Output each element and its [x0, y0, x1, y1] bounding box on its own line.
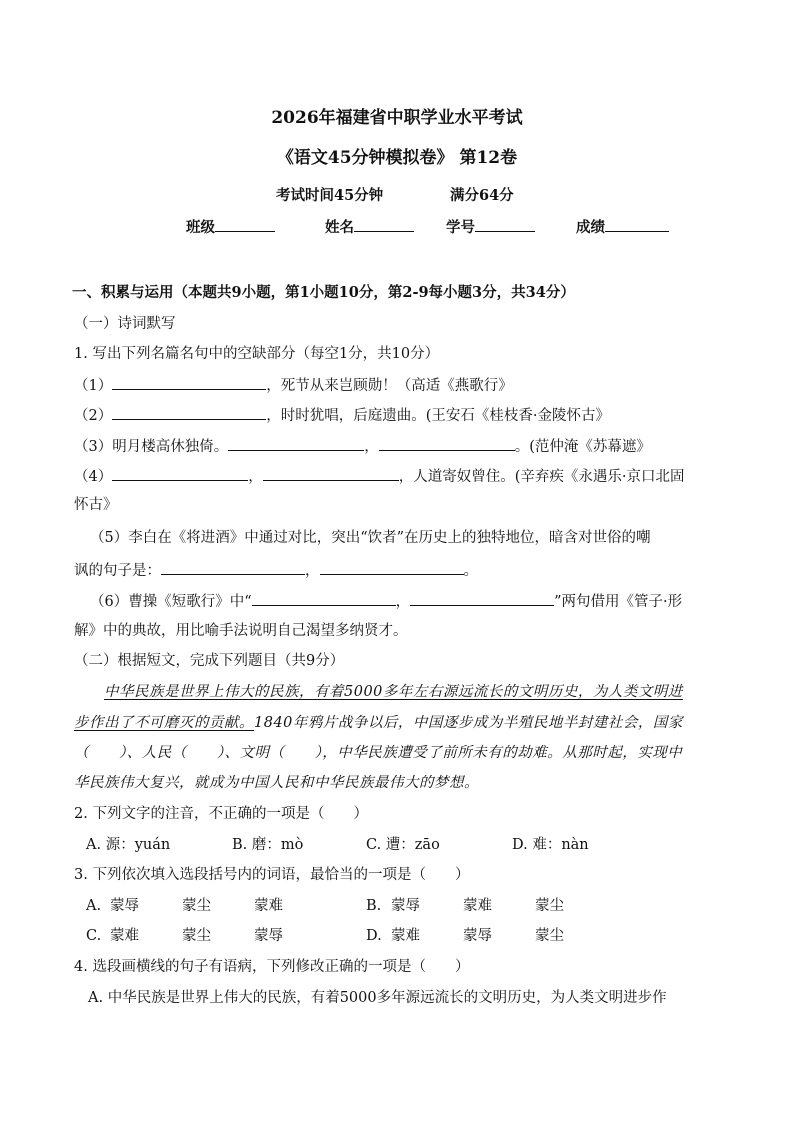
q1-4-comma: ， [248, 469, 263, 485]
q4-stem: 4. 选段画横线的句子有语病，下列修改正确的一项是（ ） [74, 959, 470, 975]
q3-option-a-label: A. [86, 898, 102, 914]
part2-heading: （二）根据短文，完成下列题目（共9分） [74, 653, 345, 669]
q1-4-blank-b[interactable] [263, 465, 399, 481]
q1-6-blank-a[interactable] [252, 590, 396, 606]
q3-option-a[interactable] [86, 896, 101, 916]
section-heading: 一、积累与运用（本题共9小题，第1小题10分，第2-9每小题3分，共34分） [72, 284, 575, 301]
passage-line-1 [104, 682, 683, 702]
field-student-id-label: 学号 [446, 219, 475, 236]
q2-option-b[interactable]: B. 磨：mò [232, 837, 304, 853]
q2-option-c[interactable]: C. 遭：zāo [366, 837, 440, 853]
q1-2-text: ，时时犹唱，后庭遗曲。(王安石《桂枝香·金陵怀古》 [266, 408, 610, 424]
q1-5-blank-a[interactable] [161, 559, 305, 575]
q1-1-text: ，死节从来岂顾勋！（高适《燕歌行》 [266, 378, 513, 394]
q1-5-end: 。 [463, 563, 478, 579]
q1-4-continued: 怀古》 [74, 497, 118, 513]
q3-option-b-label: B. [366, 898, 382, 914]
exam-total-score: 满分64分 [450, 187, 514, 204]
q1-6-blank-b[interactable] [410, 590, 554, 606]
exam-time: 考试时间45分钟 [276, 187, 384, 204]
passage-line-4: 华民族伟大复兴，就成为中国人民和中华民族最伟大的梦想。 [74, 775, 479, 791]
field-name [325, 216, 414, 238]
q3-option-a-word-2: 蒙尘 [182, 898, 211, 914]
field-score-label: 成绩 [576, 219, 605, 236]
field-name-blank[interactable] [354, 216, 414, 232]
q3-option-c-label: C. [86, 928, 102, 944]
exam-title: 2026年福建省中职学业水平考试 [271, 108, 523, 128]
passage-line-2 [74, 713, 683, 733]
q1-5-blank-b[interactable] [320, 559, 464, 575]
q3-stem: 3. 下列依次填入选段括号内的词语，最恰当的一项是（ ） [74, 867, 470, 883]
field-student-id [446, 216, 535, 238]
q1-4-number: （4） [74, 469, 113, 485]
part1-heading: （一）诗词默写 [74, 316, 176, 332]
q1-5-line2 [74, 559, 478, 581]
q1-5-comma: ， [305, 563, 320, 579]
q3-option-b-word-1: 蒙辱 [391, 898, 420, 914]
q1-6-prefix: （6）曹操《短歌行》中“ [90, 594, 252, 610]
field-class-blank[interactable] [215, 216, 275, 232]
q1-2-blank[interactable] [112, 404, 266, 420]
q3-option-d-word-3: 蒙尘 [535, 928, 564, 944]
q3-option-a-word-3: 蒙难 [254, 898, 283, 914]
q1-1-number: （1） [74, 378, 113, 394]
q1-2-number: （2） [74, 408, 113, 424]
q1-2 [74, 404, 610, 426]
q2-option-a[interactable]: A. 源：yuán [86, 837, 171, 853]
q1-6-comma: ， [395, 594, 411, 610]
q1-6 [90, 590, 682, 612]
q1-3-source: 。(范仲淹《苏幕遮》 [514, 439, 651, 455]
passage-line-2-rest: 1840年鸦片战争以后，中国逐步成为半殖民地半封建社会，国家 [254, 715, 683, 731]
field-score [576, 216, 669, 238]
q1-1-blank[interactable] [112, 374, 266, 390]
field-student-id-blank[interactable] [475, 216, 535, 232]
field-class-label: 班级 [186, 219, 215, 236]
passage-underlined-1: 中华民族是世界上伟大的民族，有着5000多年左右源远流长的文明历史，为人类文明进 [104, 684, 683, 700]
passage-line-3: （ ）、人民（ ）、文明（ ），中华民族遭受了前所未有的劫难。从那时起，实现中 [74, 745, 683, 761]
q3-option-d[interactable] [366, 926, 382, 946]
q3-option-c-word-1: 蒙难 [110, 928, 139, 944]
q3-option-a-word-1: 蒙辱 [110, 898, 139, 914]
q1-4 [74, 465, 685, 487]
q3-option-b[interactable] [366, 896, 381, 916]
q3-option-b-word-3: 蒙尘 [535, 898, 564, 914]
q1-3-comma: ， [364, 439, 379, 455]
q2-option-d[interactable]: D. 难：nàn [512, 837, 589, 853]
q3-option-c-word-3: 蒙辱 [254, 928, 283, 944]
field-name-label: 姓名 [325, 219, 354, 236]
q3-option-d-word-2: 蒙辱 [463, 928, 492, 944]
q1-stem: 1. 写出下列名篇名句中的空缺部分（每空1分，共10分） [74, 346, 440, 362]
q1-3-blank-a[interactable] [228, 435, 364, 451]
q1-6-continued: 解》中的典故，用比喻手法说明自己渴望多纳贤才。 [74, 623, 408, 639]
q3-option-c[interactable] [86, 926, 101, 946]
q1-5-prefix: 讽的句子是： [74, 563, 161, 579]
q2-stem: 2. 下列文字的注音，不正确的一项是（ ） [74, 806, 368, 822]
exam-subtitle: 《语文45分钟模拟卷》 第12卷 [276, 148, 518, 168]
q1-6-text: ”两句借用《管子·形 [554, 594, 683, 610]
field-class [186, 216, 275, 238]
q3-option-c-word-2: 蒙尘 [182, 928, 211, 944]
q1-1 [74, 374, 513, 396]
q1-3-blank-b[interactable] [379, 435, 515, 451]
q1-4-blank-a[interactable] [112, 465, 248, 481]
passage-underlined-2: 步作出了不可磨灭的贡献。 [74, 715, 254, 731]
q1-3 [74, 435, 651, 457]
q1-5: （5）李白在《将进酒》中通过对比，突出“饮者”在历史上的独特地位，暗含对世俗的嘲 [90, 530, 651, 546]
q1-3-prefix: （3）明月楼高休独倚。 [74, 439, 229, 455]
q1-4-text: ，人道寄奴曾住。(辛弃疾《永遇乐·京口北固 [398, 469, 685, 485]
field-score-blank[interactable] [605, 216, 669, 232]
q3-option-d-label: D. [366, 928, 382, 944]
q3-option-d-word-1: 蒙难 [391, 928, 420, 944]
q3-option-b-word-2: 蒙难 [463, 898, 492, 914]
q4-option-a[interactable]: A. 中华民族是世界上伟大的民族，有着5000多年源远流长的文明历史，为人类文明进步作 [88, 990, 667, 1006]
